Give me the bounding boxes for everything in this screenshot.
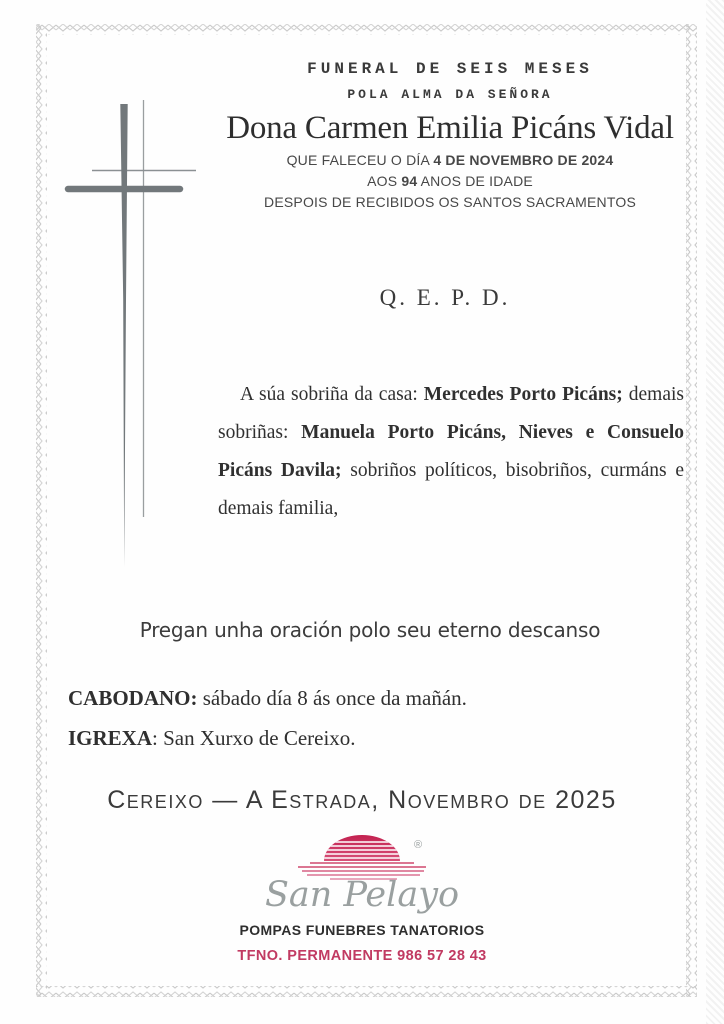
sunrise-logo-graphic — [252, 834, 472, 920]
qepd-abbreviation: Q. E. P. D. — [379, 285, 511, 310]
death-date-line: QUE FALECEU O DÍA 4 DE NOVEMBRO DE 2024 — [286, 152, 614, 168]
san-pelayo-logo — [252, 834, 472, 920]
place-date-line: Cereixo — A Estrada, Novembro de 2025 — [107, 786, 617, 814]
logo-brand-text: San Pelayo — [264, 875, 460, 915]
funeral-home-services-line: POMPAS FUNEBRES TANATORIOS — [239, 922, 485, 938]
deceased-name: Dona Carmen Emilia Picáns Vidal — [226, 110, 674, 146]
age-line: AOS 94 ANOS DE IDADE — [367, 173, 533, 189]
for-the-soul-line: POLA ALMA DA SEÑORA — [347, 87, 553, 102]
prayer-line: Pregan unha oración polo seu eterno descanso — [139, 618, 601, 642]
notice-header — [200, 60, 700, 210]
registered-mark: ® — [414, 839, 423, 851]
funeral-type-line: FUNERAL DE SEIS MESES — [307, 60, 593, 78]
family-paragraph: A súa sobriña da casa: Mercedes Porto Picáns; demais sobriñas: Manuela Porto Picáns, Nieves e Consuelo Picáns Davila; sobriños políticos, bisobriños, curmáns e demais familia, — [218, 384, 684, 519]
cabodano-line: CABODANO: sábado día 8 ás once da mañán. — [68, 686, 467, 710]
sacraments-line: DESPOIS DE RECIBIDOS OS SANTOS SACRAMENTOS — [264, 194, 636, 210]
permanent-phone-line: TFNO. PERMANENTE 986 57 28 43 — [237, 948, 487, 964]
igrexa-line: IGREXA: San Xurxo de Cereixo. — [68, 726, 356, 750]
